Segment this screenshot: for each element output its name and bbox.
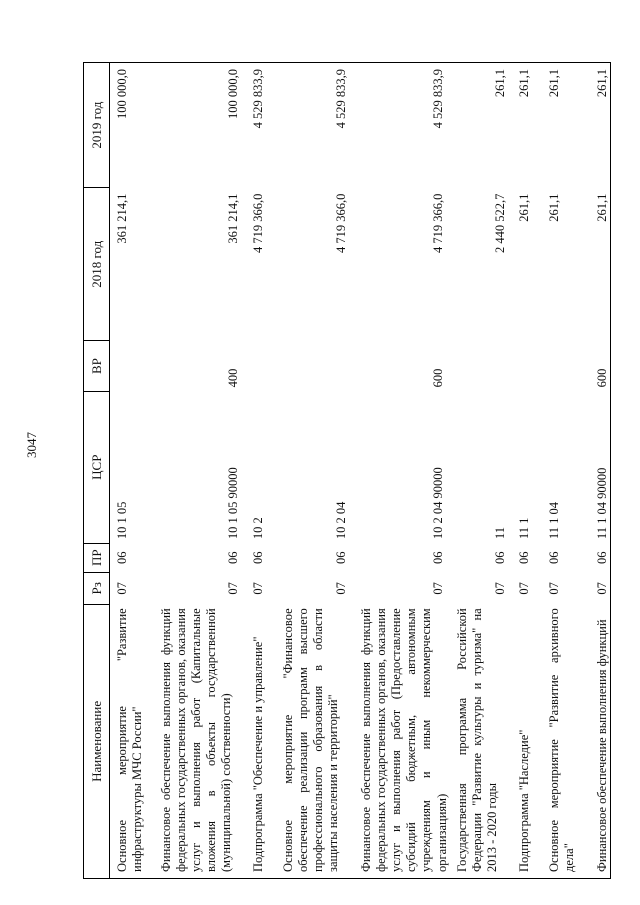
row-vr: 600 — [594, 368, 609, 388]
row-pr: 06 — [492, 551, 507, 564]
row-2018: 361 214,1 — [226, 193, 241, 244]
row-name: Основное мероприятие "Развитие архивного дела" — [546, 608, 576, 872]
row-csr: 10 1 05 90000 — [226, 467, 241, 540]
row-pr: 06 — [594, 551, 609, 564]
row-2019: 4 529 833,9 — [430, 69, 445, 129]
row-rz: 07 — [226, 582, 241, 595]
table-row — [450, 63, 512, 879]
row-2019: 261,1 — [492, 69, 507, 98]
row-2018: 261,1 — [594, 193, 609, 222]
row-rz: 07 — [594, 582, 609, 595]
table-row — [542, 63, 590, 879]
row-pr: 06 — [115, 551, 129, 564]
table-header-row — [84, 63, 110, 879]
row-csr: 10 2 04 90000 — [430, 467, 445, 540]
row-rz: 07 — [430, 582, 445, 595]
row-pr: 06 — [546, 551, 561, 564]
table-row — [512, 63, 542, 879]
row-rz: 07 — [334, 582, 349, 595]
row-vr — [276, 341, 354, 392]
row-2019: 261,1 — [546, 69, 561, 98]
row-vr — [110, 341, 154, 392]
row-2019: 4 529 833,9 — [334, 69, 349, 129]
row-2019: 261,1 — [594, 69, 609, 98]
row-vr: 600 — [430, 368, 445, 388]
table-row — [590, 63, 611, 879]
row-pr: 06 — [430, 551, 445, 564]
row-name: Государственная программа Российской Федерации "Развитие культуры и туризма" на 2013 - 2020 годы — [454, 608, 500, 872]
row-csr: 10 1 05 — [115, 501, 129, 540]
row-2018: 2 440 522,7 — [492, 193, 507, 254]
row-name: Финансовое обеспечение выполнения функций федеральных государственных органов, оказания услуг и выполнения работ (Предоставление субсидий бюджетным, автономным учреждениям и иным некоммерческим организациям) — [358, 608, 449, 872]
row-csr: 10 2 — [250, 517, 265, 540]
page-number: 3047 — [24, 432, 39, 458]
row-csr: 11 1 04 — [546, 502, 561, 540]
row-pr: 06 — [226, 551, 241, 564]
row-pr: 06 — [516, 551, 531, 564]
row-vr — [512, 341, 542, 392]
row-name: Основное мероприятие "Финансовое обеспечение реализации программ высшего профессионального образования в области защиты населения и территорий" — [280, 608, 341, 872]
row-rz: 07 — [516, 582, 531, 595]
row-rz: 07 — [115, 582, 129, 595]
row-2019: 4 529 833,9 — [250, 69, 265, 129]
header-pr: ПР — [84, 543, 110, 572]
row-name: Подпрограмма "Наследие" — [516, 729, 531, 872]
budget-table — [83, 62, 611, 879]
row-vr — [542, 341, 590, 392]
table-row — [246, 63, 276, 879]
row-name: Финансовое обеспечение выполнения функций — [594, 619, 609, 872]
row-2018: 4 719 366,0 — [430, 193, 445, 254]
row-rz: 07 — [546, 582, 561, 595]
row-name: Основное мероприятие "Развитие инфраструктуры МЧС России" — [115, 608, 145, 872]
row-rz: 07 — [250, 582, 265, 595]
table-row — [354, 63, 450, 879]
header-vr: ВР — [84, 341, 110, 392]
header-name: Наименование — [84, 604, 110, 878]
row-csr: 10 2 04 — [334, 501, 349, 540]
row-vr: 400 — [226, 368, 241, 388]
table-row — [154, 63, 246, 879]
header-csr: ЦСР — [84, 391, 110, 543]
row-pr: 06 — [334, 551, 349, 564]
row-rz: 07 — [492, 582, 507, 595]
table-row — [276, 63, 354, 879]
row-2018: 261,1 — [516, 193, 531, 222]
row-2018: 4 719 366,0 — [250, 193, 265, 254]
table-row — [110, 63, 154, 879]
header-2018: 2018 год — [84, 188, 110, 341]
row-name: Финансовое обеспечение выполнения функций федеральных государственных органов, оказания услуг и выполнения работ (Капитальные вложения в объекты государственной (муниципальной) собственности) — [158, 608, 234, 872]
row-2019: 261,1 — [516, 69, 531, 98]
header-rz: Рз — [84, 572, 110, 604]
row-2019: 100 000,0 — [115, 69, 129, 119]
row-csr: 11 1 04 90000 — [594, 467, 609, 540]
row-vr — [246, 341, 276, 392]
header-2019: 2019 год — [84, 63, 110, 188]
row-name: Подпрограмма "Обеспечение и управление" — [250, 636, 265, 872]
row-vr — [450, 341, 512, 392]
row-2018: 261,1 — [546, 193, 561, 222]
budget-table-rotated — [83, 62, 609, 879]
row-2018: 4 719 366,0 — [334, 193, 349, 254]
row-2019: 100 000,0 — [226, 69, 241, 119]
row-csr: 11 — [492, 527, 507, 540]
row-pr: 06 — [250, 551, 265, 564]
row-2018: 361 214,1 — [115, 193, 129, 244]
row-csr: 11 1 — [516, 517, 531, 540]
